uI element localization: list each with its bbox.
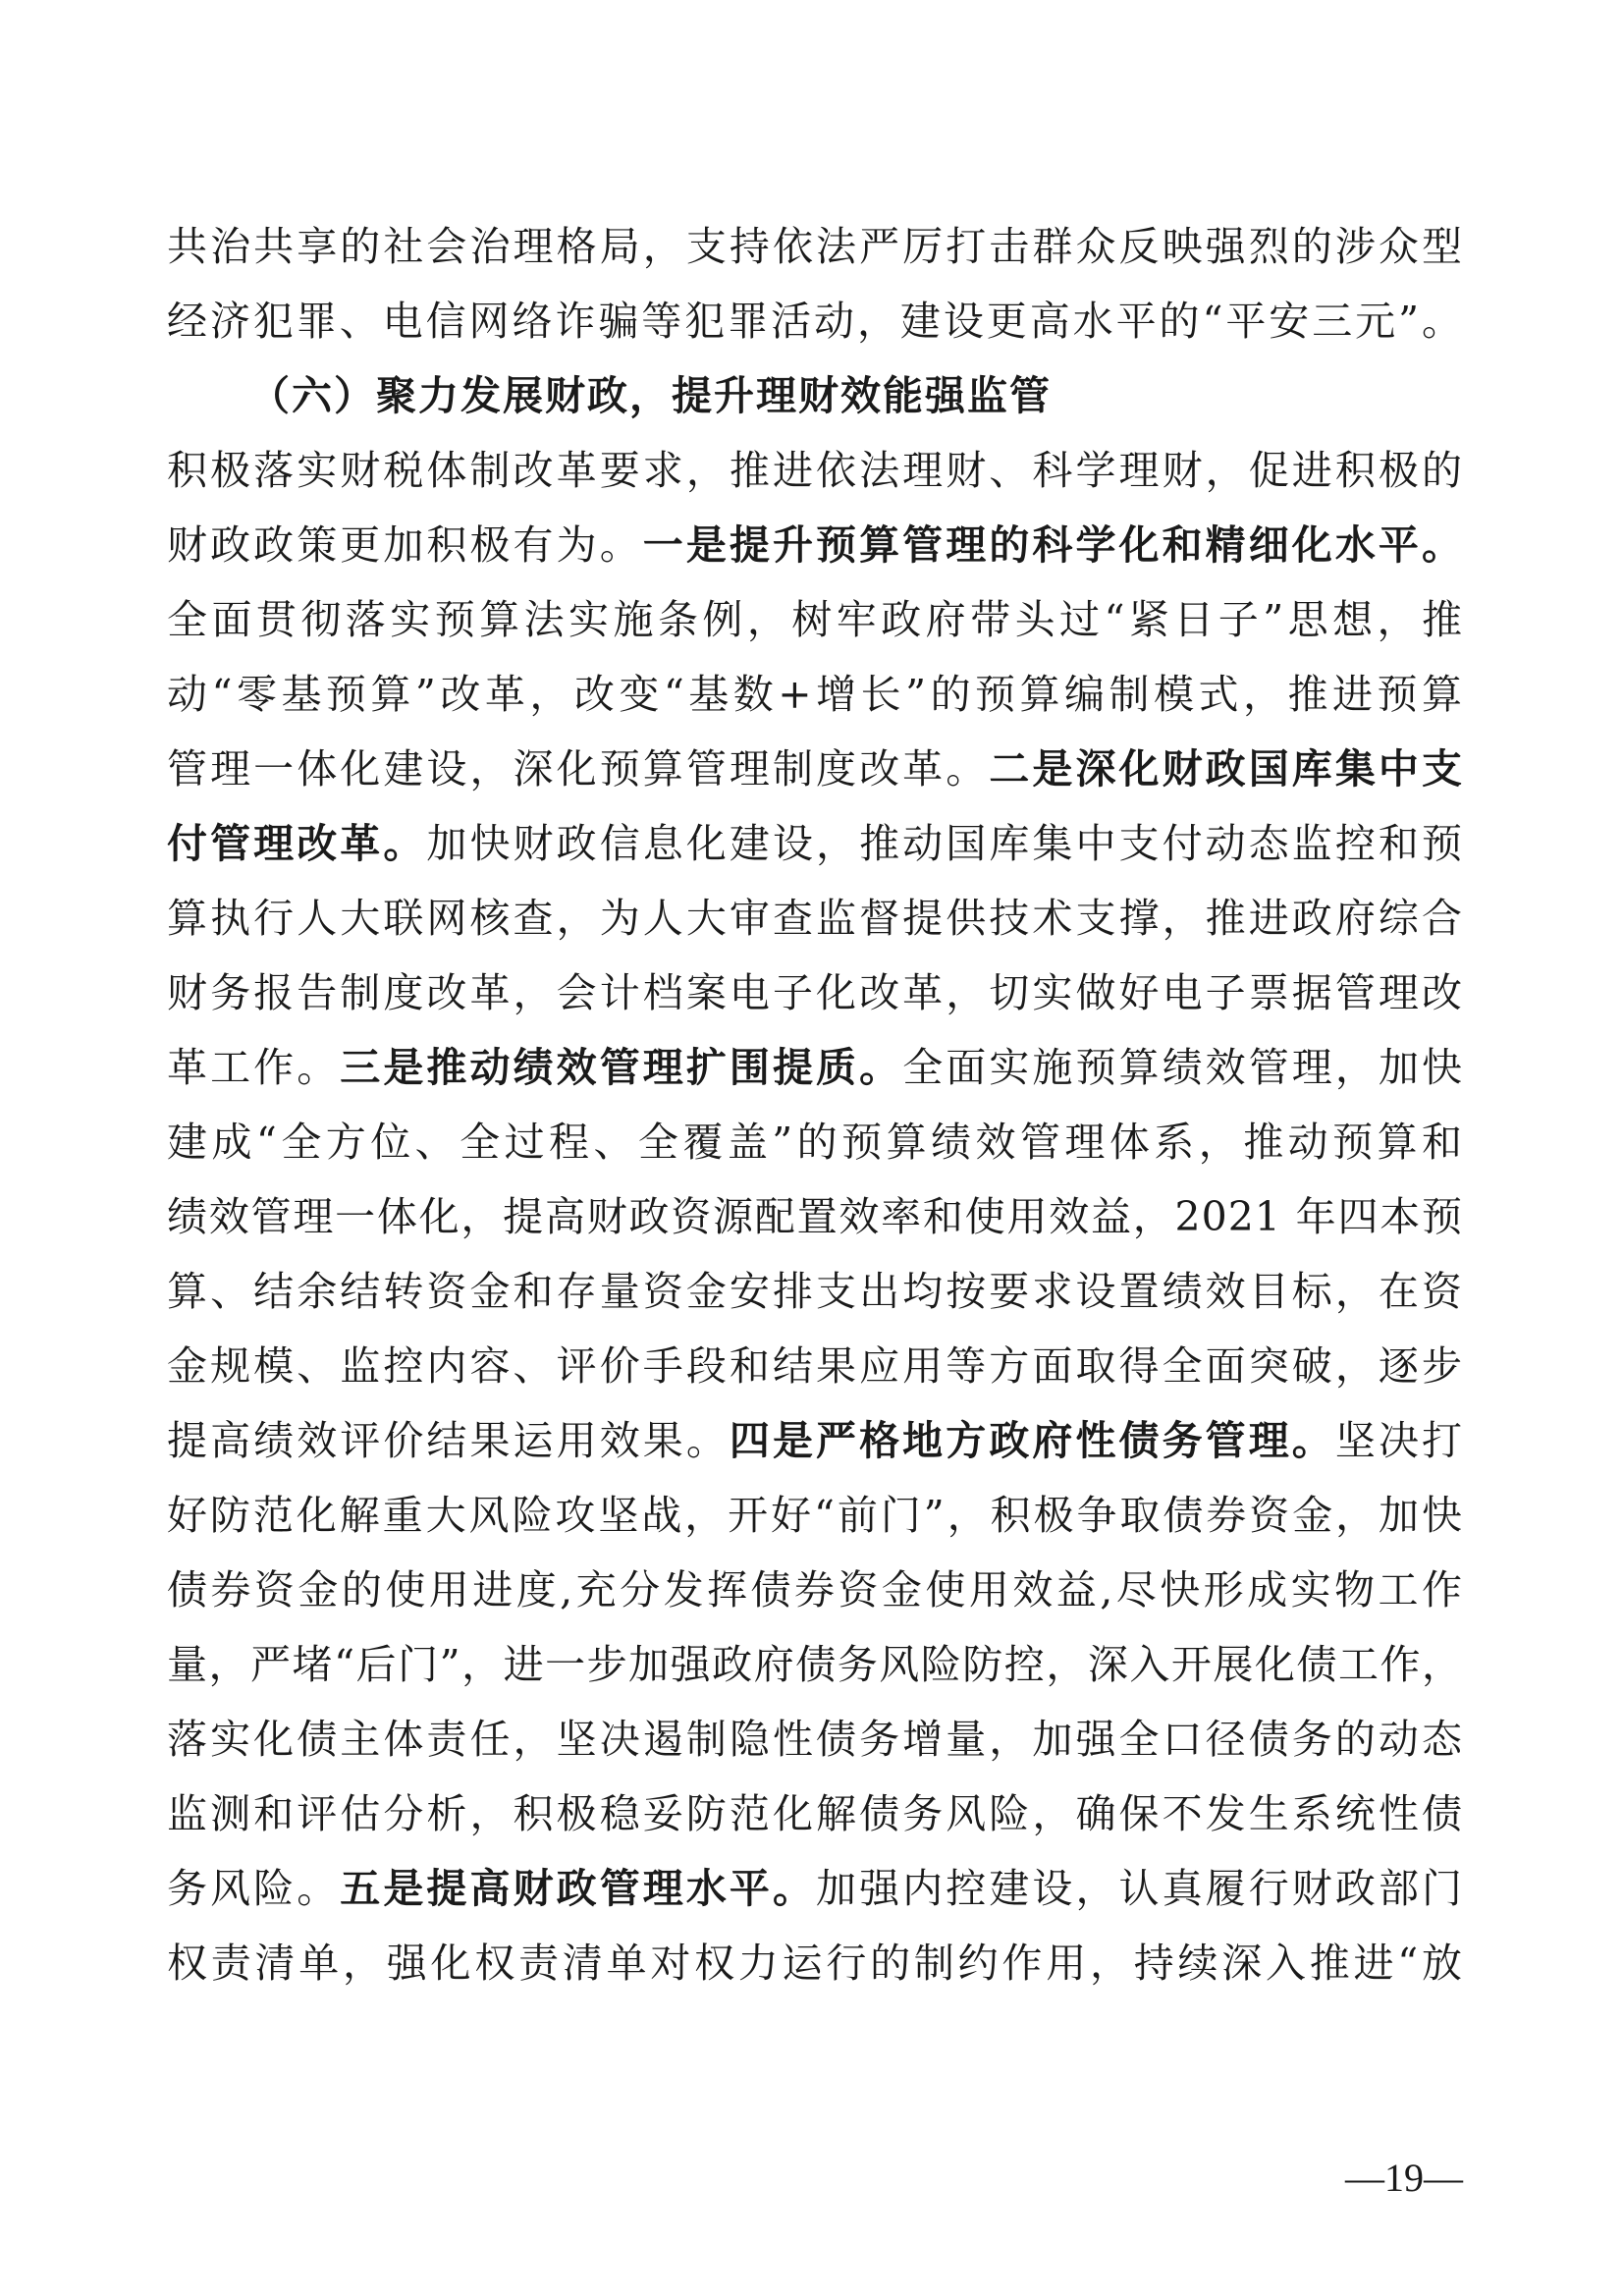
body-line: 全面贯彻落实预算法实施条例，树牢政府带头过“紧日子”思想，推 (167, 596, 1463, 643)
body-line: 金规模、监控内容、评价手段和结果应用等方面取得全面突破，逐步 (167, 1342, 1463, 1390)
body-line: 量，严堵“后门”，进一步加强政府债务风险防控，深入开展化债工作， (167, 1641, 1463, 1688)
body-line: 提高绩效评价结果运用效果。四是严格地方政府性债务管理。坚决打 (167, 1417, 1463, 1464)
body-line: 算执行人大联网核查，为人大审查监督提供技术支撑，推进政府综合 (167, 895, 1463, 942)
body-line: 权责清单，强化权责清单对权力运行的制约作用，持续深入推进“放 (167, 1940, 1463, 1987)
body-line: 动“零基预算”改革，改变“基数+增长”的预算编制模式，推进预算 (167, 671, 1463, 718)
body-line: 革工作。三是推动绩效管理扩围提质。全面实施预算绩效管理，加快 (167, 1044, 1463, 1091)
body-line: 监测和评估分析，积极稳妥防范化解债务风险，确保不发生系统性债 (167, 1790, 1463, 1837)
bold-phrase: 三是推动绩效管理扩围提质。 (340, 1044, 903, 1091)
body-line: 付管理改革。加快财政信息化建设，推动国库集中支付动态监控和预 (167, 820, 1463, 867)
body-line: 财政政策更加积极有为。一是提升预算管理的科学化和精细化水平。 (167, 521, 1463, 569)
bold-phrase: 五是提高财政管理水平。 (340, 1865, 817, 1912)
body-line: 管理一体化建设，深化预算管理制度改革。二是深化财政国库集中支 (167, 745, 1463, 793)
bold-phrase: 四是严格地方政府性债务管理。 (729, 1417, 1335, 1464)
body-line: 务风险。五是提高财政管理水平。加强内控建设，认真履行财政部门 (167, 1865, 1463, 1912)
section-heading: （六）聚力发展财政，提升理财效能强监管 (249, 372, 1052, 419)
body-line: 财务报告制度改革，会计档案电子化改革，切实做好电子票据管理改 (167, 969, 1463, 1016)
body-line: 经济犯罪、电信网络诈骗等犯罪活动，建设更高水平的“平安三元”。 (167, 298, 1463, 345)
body-line: 算、结余结转资金和存量资金安排支出均按要求设置绩效目标，在资 (167, 1268, 1463, 1315)
bold-phrase: 二是深化财政国库集中支 (989, 745, 1463, 793)
body-line: 建成“全方位、全过程、全覆盖”的预算绩效管理体系，推动预算和 (167, 1119, 1463, 1166)
body-line: 绩效管理一体化，提高财政资源配置效率和使用效益，2021 年四本预 (167, 1193, 1463, 1240)
body-line: 债券资金的使用进度,充分发挥债券资金使用效益,尽快形成实物工作 (167, 1566, 1463, 1613)
bold-phrase: 一是提升预算管理的科学化和精细化水平。 (642, 521, 1463, 569)
body-line: 共治共享的社会治理格局，支持依法严厉打击群众反映强烈的涉众型 (167, 223, 1463, 270)
body-line: 好防范化解重大风险攻坚战，开好“前门”，积极争取债券资金，加快 (167, 1492, 1463, 1539)
body-line: 积极落实财税体制改革要求，推进依法理财、科学理财，促进积极的 (167, 447, 1463, 494)
bold-phrase: 付管理改革。 (167, 820, 427, 867)
page-number: —19— (1345, 2156, 1463, 2200)
body-line: 落实化债主体责任，坚决遏制隐性债务增量，加强全口径债务的动态 (167, 1716, 1463, 1763)
